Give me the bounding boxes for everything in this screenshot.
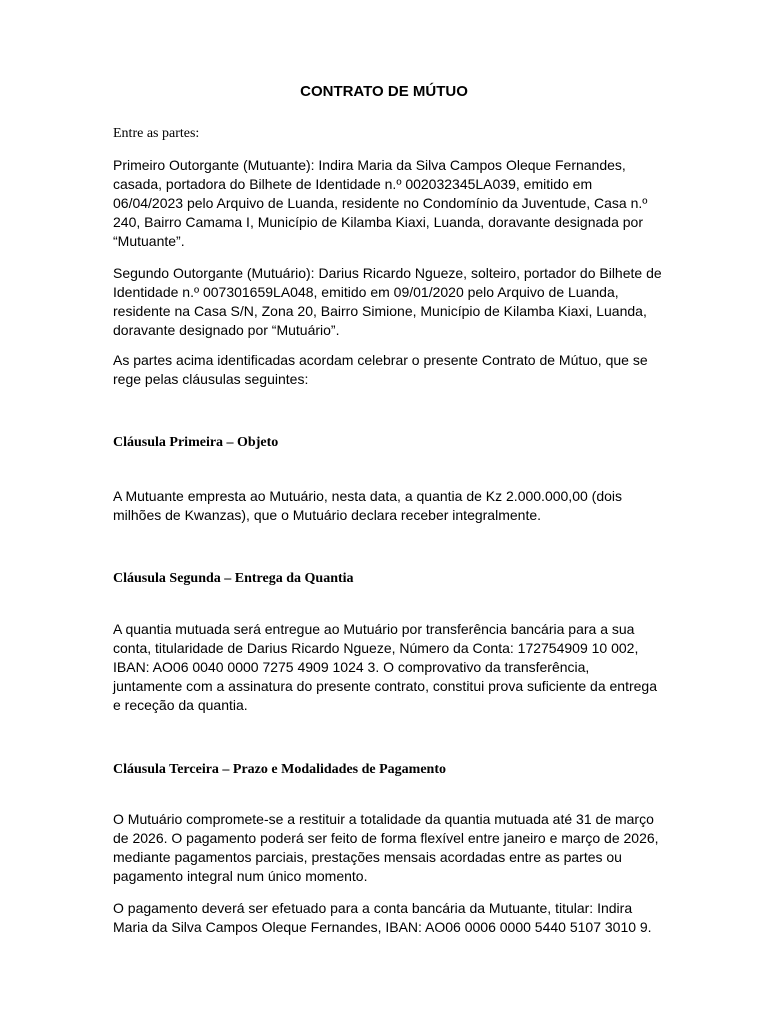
clause-segunda-text (113, 620, 658, 715)
text-line: Maria da Silva Campos Oleque Fernandes, IBAN: AO06 0006 0000 5440 5107 3010 9. (113, 919, 652, 935)
clause-primeira-text (113, 487, 658, 525)
intro-text: Entre as partes: (113, 126, 200, 141)
document-title: CONTRATO DE MÚTUO (300, 83, 468, 100)
text-line: Primeiro Outorgante (Mutuante): Indira Maria da Silva Campos Oleque Fernandes, (113, 157, 626, 173)
text-line: O pagamento deverá ser efetuado para a conta bancária da Mutuante, titular: Indira (113, 900, 633, 916)
text-line: milhões de Kwanzas), que o Mutuário declara receber integralmente. (113, 507, 542, 523)
clause-heading-primeira: Cláusula Primeira – Objeto (113, 435, 279, 450)
clause-terceira-payment-text (113, 899, 658, 937)
clause-heading-segunda: Cláusula Segunda – Entrega da Quantia (113, 571, 354, 586)
text-line: O Mutuário compromete-se a restituir a totalidade da quantia mutuada até 31 de março (113, 811, 654, 827)
text-line: IBAN: AO06 0040 0000 7275 4909 1024 3. O comprovativo da transferência, (113, 659, 590, 675)
text-line: e receção da quantia. (113, 697, 248, 713)
paragraph-mutuante (113, 156, 658, 251)
text-line: A Mutuante empresta ao Mutuário, nesta data, a quantia de Kz 2.000.000,00 (dois (113, 488, 623, 504)
text-line: mediante pagamentos parciais, prestações mensais acordadas entre as partes ou (113, 849, 622, 865)
clause-heading-terceira: Cláusula Terceira – Prazo e Modalidades de Pagamento (113, 762, 446, 777)
text-line: juntamente com a assinatura do presente contrato, constitui prova suficiente da entrega (113, 678, 657, 694)
paragraph-acordo (113, 351, 658, 389)
text-line: “Mutuante”. (113, 233, 185, 249)
text-line: doravante designado por “Mutuário”. (113, 322, 340, 338)
text-line: pagamento integral num único momento. (113, 868, 368, 884)
text-line: rege pelas cláusulas seguintes: (113, 371, 309, 387)
text-line: 06/04/2023 pelo Arquivo de Luanda, residente no Condomínio da Juventude, Casa n.º (113, 195, 648, 211)
text-line: A quantia mutuada será entregue ao Mutuário por transferência bancária para a sua (113, 621, 635, 637)
paragraph-mutuario (113, 264, 662, 340)
text-line: conta, titularidade de Darius Ricardo Ngueze, Número da Conta: 172754909 10 002, (113, 640, 639, 656)
text-line: Identidade n.º 007301659LA048, emitido em 09/01/2020 pelo Arquivo de Luanda, (113, 284, 619, 300)
text-line: 240, Bairro Camama I, Município de Kilamba Kiaxi, Luanda, doravante designada por (113, 214, 643, 230)
text-line: de 2026. O pagamento poderá ser feito de forma flexível entre janeiro e março de 2026, (113, 830, 659, 846)
text-line: residente na Casa S/N, Zona 20, Bairro Simione, Município de Kilamba Kiaxi, Luanda, (113, 303, 647, 319)
clause-terceira-text (113, 810, 658, 886)
text-line: casada, portadora do Bilhete de Identidade n.º 002032345LA039, emitido em (113, 176, 593, 192)
text-line: As partes acima identificadas acordam celebrar o presente Contrato de Mútuo, que se (113, 352, 648, 368)
text-line: Segundo Outorgante (Mutuário): Darius Ricardo Ngueze, solteiro, portador do Bilhete de (113, 265, 662, 281)
